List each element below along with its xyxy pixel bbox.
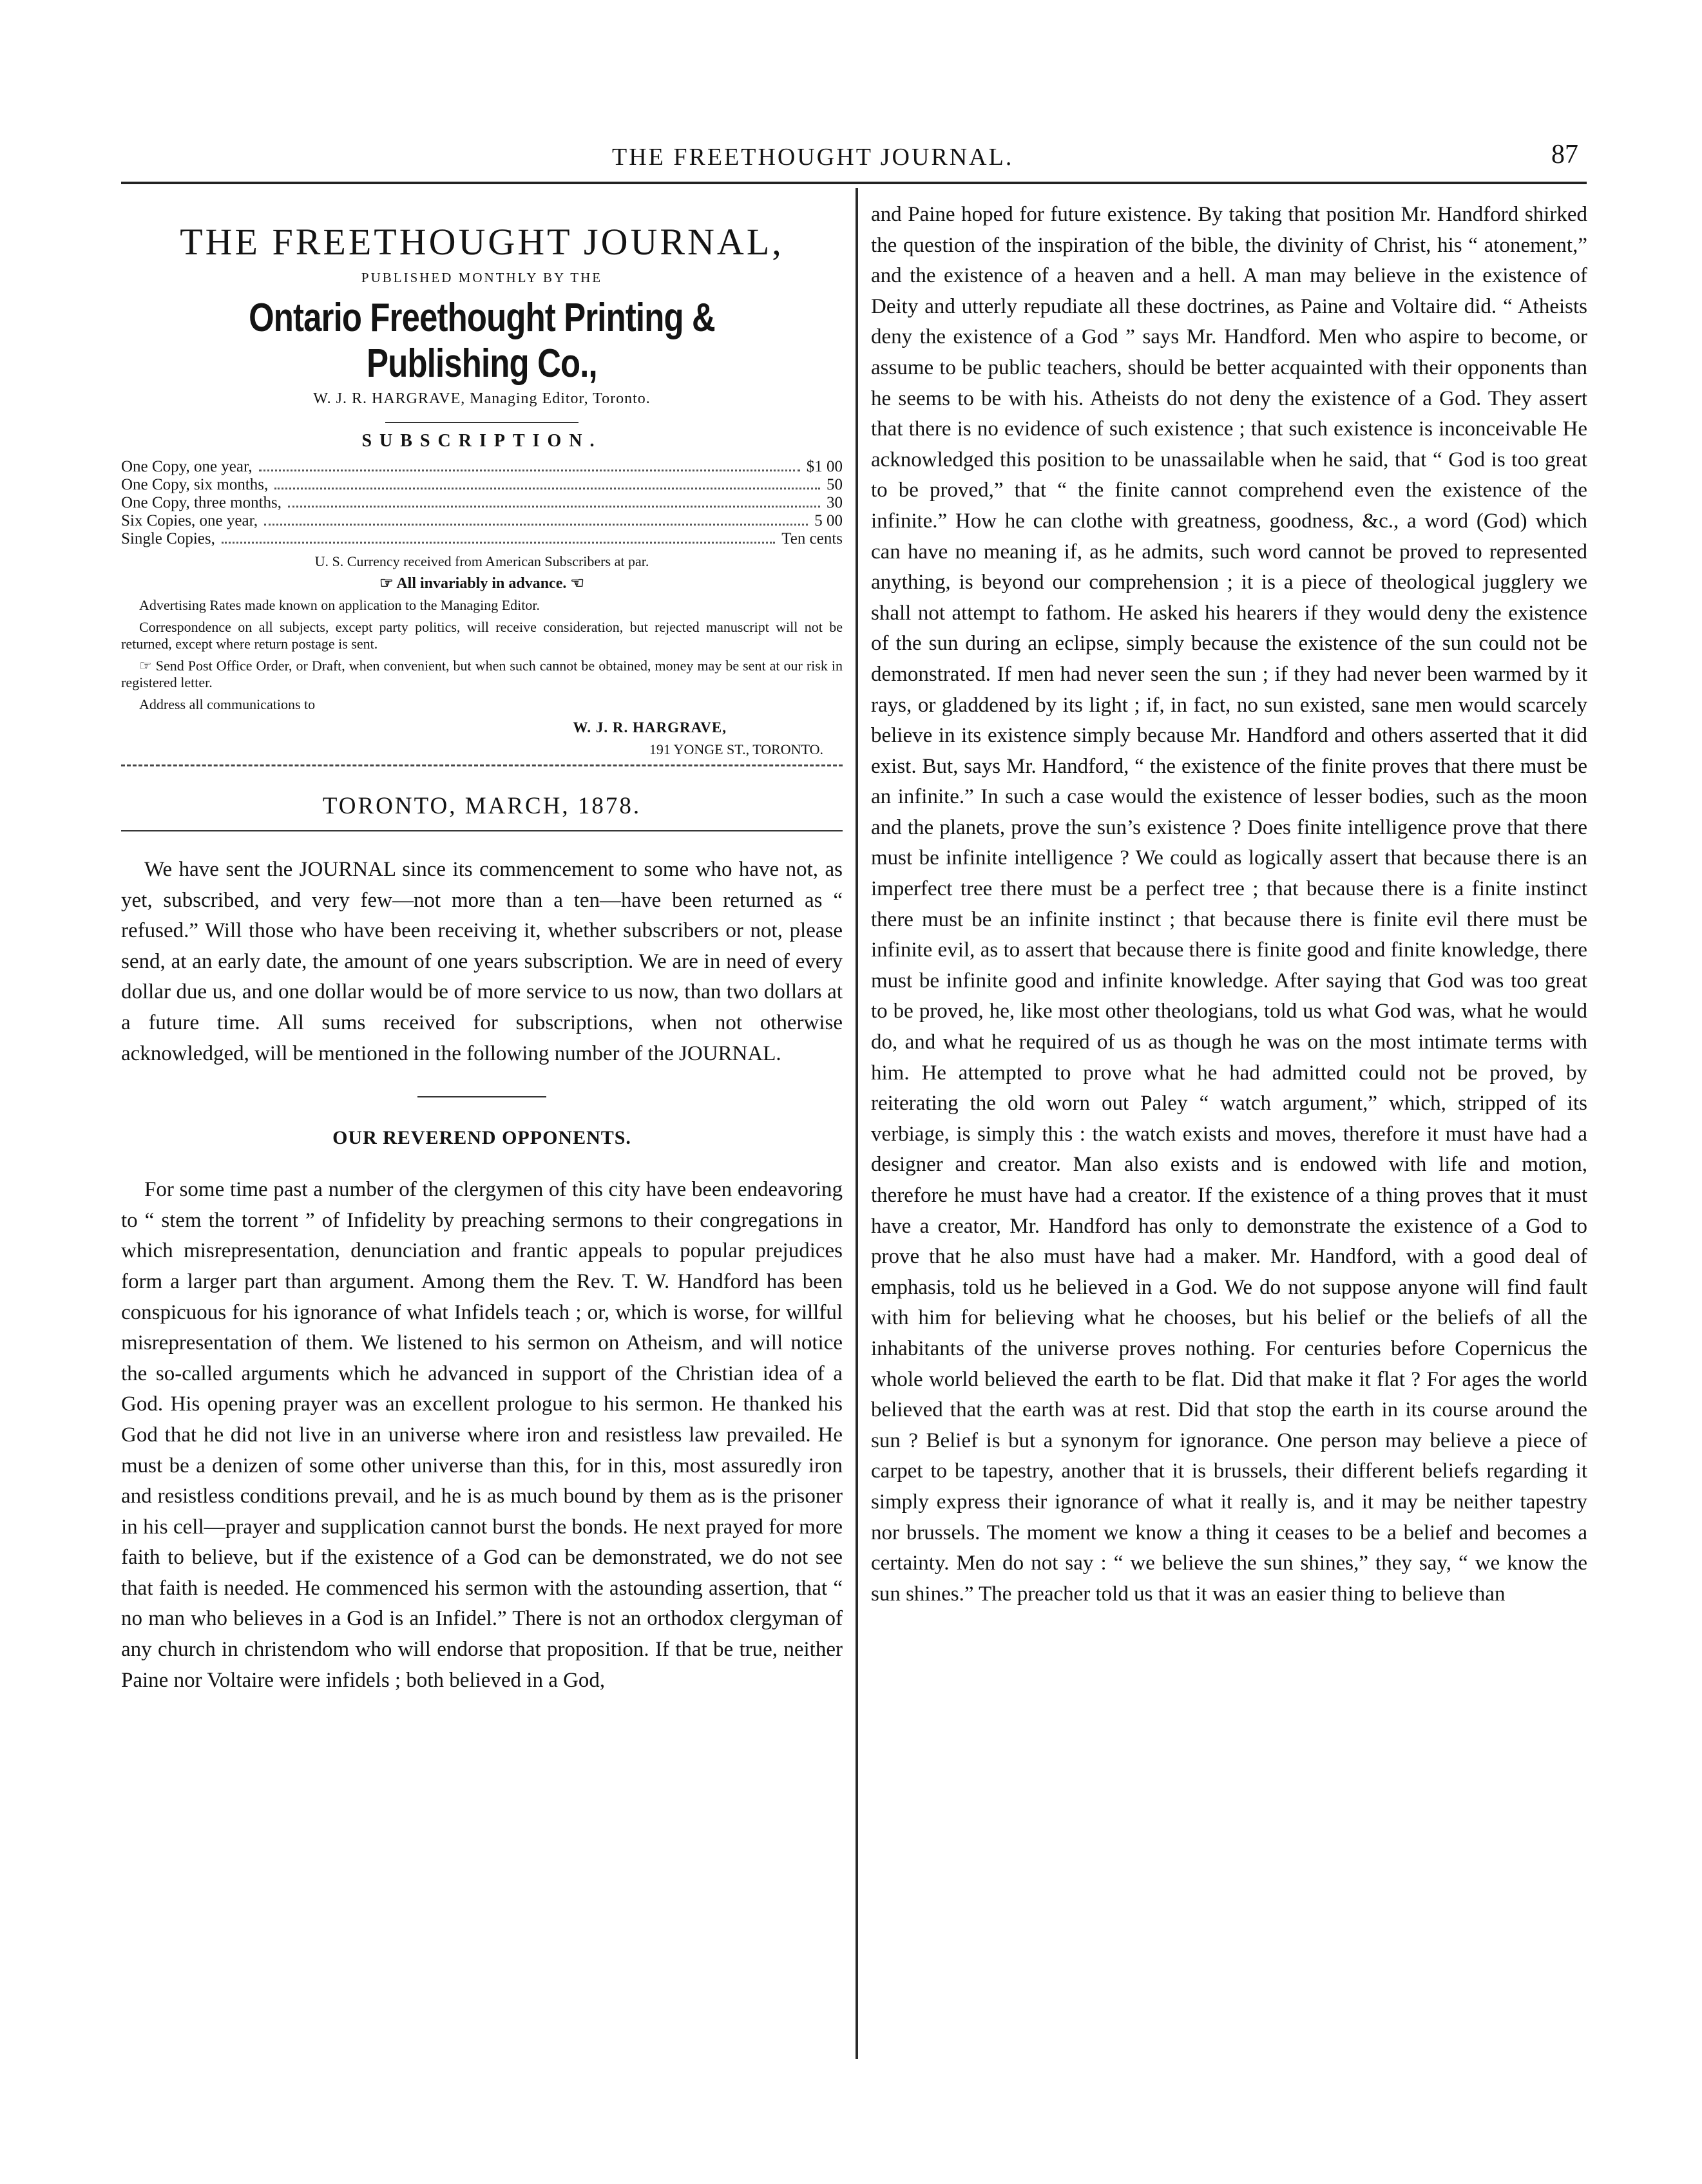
masthead-company: Ontario Freethought Printing & Publishing Co., <box>249 296 715 386</box>
rate-row <box>121 494 843 512</box>
rate-row <box>121 512 843 530</box>
article-body-right <box>871 200 1587 1610</box>
advance-note: ☞ All invariably in advance. ☜ <box>379 575 584 592</box>
column-divider <box>856 188 858 2059</box>
rate-label: Six Copies, one year, <box>121 512 258 529</box>
masthead-published-line: PUBLISHED MONTHLY BY THE <box>361 270 603 285</box>
right-column <box>871 200 1587 1610</box>
rate-row <box>121 530 843 548</box>
rate-price: 5 00 <box>814 512 843 529</box>
rate-label: One Copy, six months, <box>121 476 269 493</box>
header-rule <box>121 182 1587 184</box>
leader-dots <box>264 524 808 526</box>
article-body-left <box>121 1175 843 1696</box>
dashed-rule <box>121 764 843 769</box>
currency-note: U. S. Currency received from American Subscribers at par. <box>314 553 649 569</box>
leader-dots <box>222 542 775 544</box>
advertising-note: Advertising Rates made known on application to the Managing Editor. <box>139 597 540 613</box>
rate-price: $1 00 <box>806 458 843 475</box>
masthead-rule <box>385 422 578 423</box>
intro-paragraph: We have sent the JOURNAL since its commencement to some who have not, as yet, subscribed, and very few—not more than a ten—have been returned as “ refused.” Will those who have been receiving it, whether subscribers or not, please send, at an early date, the amount of one years subscription. We are in need of every dollar due us, and one dollar would be of more service to us now, than two dollars at a future time. All sums received for subscriptions, when not otherwise acknowledged, will be mentioned in the following number of the JOURNAL. <box>121 858 843 1065</box>
rate-label: Single Copies, <box>121 530 215 547</box>
subscription-heading: SUBSCRIPTION. <box>361 431 602 451</box>
rate-label: One Copy, three months, <box>121 494 282 511</box>
article-paragraph: For some time past a number of the clergymen of this city have been endeavoring to “ stem the torrent ” of Infidelity by preaching sermons to their congregations in which misrepresentation, denunciation and frantic appeals to popular prejudices form a larger part than argument. Among them the Rev. T. W. Handford has been conspicuous for his ignorance of what Infidels teach ; or, which is worse, for willful misrepresentation of them. We listened to his sermon on Atheism, and will notice the so-called arguments which he advanced in support of the Christian idea of a God. His opening prayer was an excellent prologue to his sermon. He thanked his God that he did not live in an universe where iron and resistless law prevailed. He must be a denizen of some other universe than this, for in this, most assuredly iron and resistless conditions prevail, and he is as much bound by them as is the prisoner in his cell—prayer and supplication cannot burst the bonds. He next prayed for more faith to believe, but if the existence of a God can be demonstrated, we do not see that faith is needed. He commenced his sermon with the astounding assertion, that “ no man who believes in a God is an Infidel.” There is not an orthodox clergyman of any church in christendom who will endorse that proposition. If that be true, neither Paine nor Voltaire were infidels ; both believed in a God, <box>121 1178 843 1692</box>
page-number: 87 <box>1551 140 1578 169</box>
article-paragraph-continued: and Paine hoped for future existence. By taking that position Mr. Handford shirked the question of the inspiration of the bible, the divinity of Christ, his “ atonement,” and the existence of a heaven and a hell. A man may believe in the existence of Deity and utterly repudiate all these doctrines, as Paine and Voltaire did. “ Atheists deny the existence of a God ” says Mr. Handford. Men who aspire to become, or assume to be public teachers, should be better acquainted with their opponents than he seems to be with his. Atheists do not deny the existence of a God. They assert that there is no evidence of such existence ; that such existence is inconceivable He acknowledged this position to be unassailable when he said, that “ God is too great to be proved,” that “ the finite cannot comprehend even the existence of the infinite.” How he can clothe with greatness, goodness, &c., a word (God) which can have no meaning if, as he admits, such word cannot be proved to represented anything, is beyond our comprehension ; it is a piece of theological jugglery we shall not attempt to fathom. He asked his hearers if they would deny the existence of the sun during an eclipse, simply because the existence of the sun could not be demonstrated. If men had never seen the sun ; if they had never been warmed by it rays, or gladdened by its light ; if, in fact, no sun existed, sane men would scarcely believe in its existence simply because Mr. Handford and others asserted that it did exist. But, says Mr. Handford, “ the existence of the finite proves that there must be an infinite.” In such a case would the existence of lesser bodies, such as the moon and the planets, prove the sun’s existence ? Does finite intelligence prove that there must be infinite intelligence ? We could as logically assert that because there is an imperfect tree there must be a perfect tree ; that because there is a finite instinct there must be an infinite instinct ; that because there is finite evil there must be infinite evil, as to assert that because there is finite good and finite knowledge, there must be infinite good and infinite knowledge. After saying that God was too great to be proved, he, like most other theologians, told us what God was, what he would do, and what he required of us as though he was on the most intimate terms with him. He attempted to prove what he had admitted could not be proved, by reiterating the old worn out Paley “ watch argument,” which, stripped of its verbiage, is simply this : the watch exists and moves, therefore it must have had a designer and creator. Man also exists and is endowed with life and motion, therefore he must have had a creator. If the existence of a thing proves that it must have a creator, Mr. Handford has only to demonstrate the existence of a God to prove that he also must have had a maker. Mr. Handford, with a good deal of emphasis, told us he believed in a God. We do not suppose anyone will find fault with him for believing what he chooses, but his belief or the beliefs of all the inhabitants of the universe proves nothing. For centuries before Copernicus the whole world believed the earth to be flat. Did that make it flat ? For ages the world believed that the earth was at rest. Did that stop the earth in its course around the sun ? Belief is but a synonym for ignorance. One person may believe a piece of carpet to be tapestry, another that it is brussels, their different beliefs regarding it simply express their ignorance of what it really is, and it may be neither tapestry nor brussels. The moment we know a thing it ceases to be a belief and becomes a certainty. Men do not say : “ we believe the sun shines,” they say, “ we know the sun shines.” The preacher told us that it was an easier thing to believe than <box>871 203 1587 1606</box>
correspondence-note: Correspondence on all subjects, except party politics, will receive consideration, but rejected manuscript will not be returned, except where return postage is sent. <box>121 619 843 652</box>
rate-price: Ten cents <box>781 530 843 547</box>
rate-price: 50 <box>827 476 843 493</box>
subscription-rates <box>121 458 843 548</box>
masthead-editor-line: W. J. R. HARGRAVE, Managing Editor, Toronto. <box>313 390 651 407</box>
leader-dots <box>274 488 820 489</box>
leader-dots <box>288 506 820 508</box>
article-separator-rule <box>417 1096 546 1097</box>
intro-notice <box>121 855 843 1069</box>
running-header-title: THE FREETHOUGHT JOURNAL. <box>612 144 1014 171</box>
rate-label: One Copy, one year, <box>121 458 253 475</box>
address-label: Address all communications to <box>139 696 316 712</box>
remit-note: ☞ Send Post Office Order, or Draft, when convenient, but when such cannot be obtained, money may be sent at our risk in registered letter. <box>121 658 843 690</box>
dateline: TORONTO, MARCH, 1878. <box>322 793 642 819</box>
article-title: OUR REVEREND OPPONENTS. <box>332 1127 631 1149</box>
left-column <box>121 200 843 1696</box>
rate-row <box>121 476 843 494</box>
address-name: W. J. R. HARGRAVE, <box>573 719 727 736</box>
dateline-rule <box>121 830 843 831</box>
rate-price: 30 <box>827 494 843 511</box>
masthead-title: THE FREETHOUGHT JOURNAL, <box>180 221 784 263</box>
leader-dots <box>259 470 800 471</box>
address-street: 191 YONGE ST., TORONTO. <box>649 741 823 757</box>
rate-row <box>121 458 843 476</box>
